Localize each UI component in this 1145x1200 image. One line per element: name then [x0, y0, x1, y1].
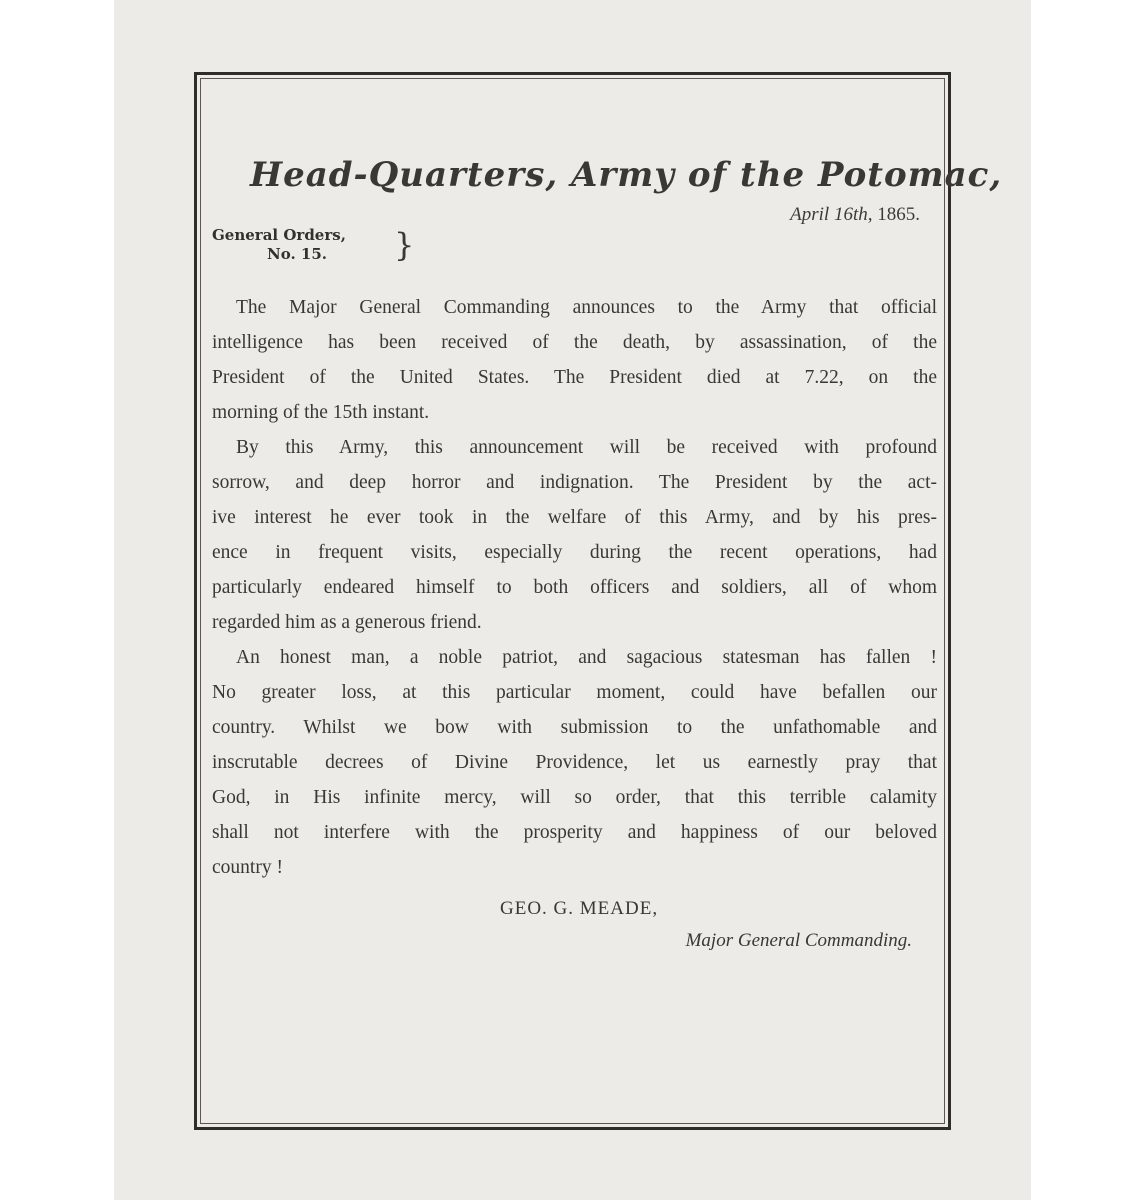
orders-brace: } [394, 226, 415, 264]
orders-number: No. 15. [267, 245, 327, 263]
date-month-day: April 16th, [790, 204, 873, 225]
general-orders-block [212, 226, 432, 264]
text-line: inscrutable decrees of Divine Providence, let us earnestly pray that [212, 752, 937, 773]
paragraph-2 [212, 430, 937, 640]
document-body [212, 290, 937, 885]
text-line: regarded him as a generous friend. [212, 612, 482, 633]
text-line: By this Army, this announcement will be received with profound [236, 437, 937, 458]
text-line: No greater loss, at this particular moment, could have befallen our [212, 682, 937, 703]
date-year: 1865. [877, 204, 920, 225]
text-line: God, in His infinite mercy, will so order, that this terrible calamity [212, 787, 937, 808]
signature-name: GEO. G. MEADE, [500, 898, 659, 919]
text-line: The Major General Commanding announces to the Army that official [236, 297, 937, 318]
text-line: President of the United States. The President died at 7.22, on the [212, 367, 937, 388]
text-line: ence in frequent visits, especially during the recent operations, had [212, 542, 937, 563]
text-line: country. Whilst we bow with submission to the unfathomable and [212, 717, 937, 738]
text-line: morning of the 15th instant. [212, 402, 430, 423]
text-line: shall not interfere with the prosperity and happiness of our beloved [212, 822, 937, 843]
document-heading: Head-Quarters, Army of the Potomac, [250, 155, 1003, 195]
text-line: ive interest he ever took in the welfare of this Army, and by his pres- [212, 507, 937, 528]
signature-rank: Major General Commanding. [685, 930, 912, 951]
text-line: sorrow, and deep horror and indignation. The President by the act- [212, 472, 937, 493]
orders-title: General Orders, [212, 226, 346, 244]
paragraph-3 [212, 640, 937, 885]
text-line: particularly endeared himself to both officers and soldiers, all of whom [212, 577, 937, 598]
text-line: An honest man, a noble patriot, and sagacious statesman has fallen ! [236, 647, 937, 668]
paragraph-1 [212, 290, 937, 430]
text-line: country ! [212, 857, 283, 878]
text-line: intelligence has been received of the death, by assassination, of the [212, 332, 937, 353]
document-date [690, 204, 920, 226]
